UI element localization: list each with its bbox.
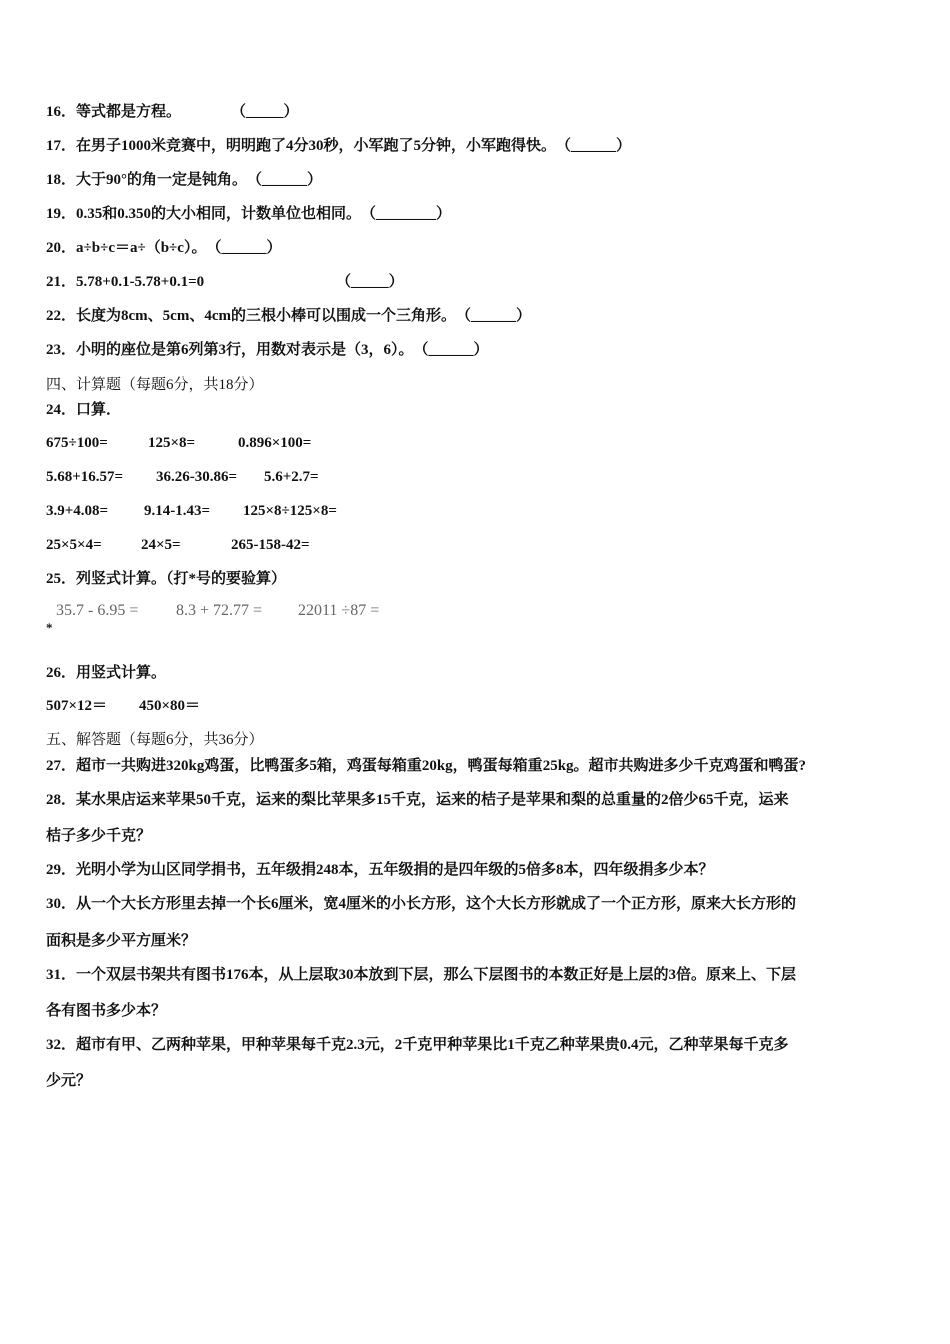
question-29: 29．光明小学为山区同学捐书，五年级捐248本，五年级捐的是四年级的5倍多8本，四年级捐多少本？	[46, 862, 714, 878]
question-number: 21．	[46, 274, 77, 290]
vertical-calc-formula: 22011 ÷87 =	[298, 602, 380, 619]
section-5-heading: 五、解答题（每题6分，共36分）	[46, 732, 264, 748]
question-text: 5.78+0.1-5.78+0.1=0	[76, 274, 205, 290]
question-18	[46, 170, 322, 190]
question-31-line-1: 31．一个双层书架共有图书176本，从上层取30本放到下层，那么下层图书的本数正好是上层的3倍。原来上、下层	[46, 967, 797, 983]
section-4-heading: 四、计算题（每题6分，共18分）	[46, 377, 264, 393]
question-text: a÷b÷c＝a÷（b÷c）。	[76, 240, 207, 256]
answer-blank[interactable]: （______）	[206, 240, 282, 256]
question-number: 19．	[46, 206, 77, 222]
question-number: 23．	[46, 342, 77, 358]
question-23	[46, 340, 489, 360]
question-28-line-2: 桔子多少千克？	[46, 828, 152, 844]
oral-calc-item: 0.896×100=	[238, 435, 312, 451]
question-number: 20．	[46, 240, 77, 256]
answer-blank[interactable]: （______）	[247, 172, 323, 188]
question-text: 长度为8cm、5cm、4cm的三根小棒可以围成一个三角形。	[76, 308, 456, 324]
answer-blank[interactable]: （______）	[413, 342, 489, 358]
question-number: 16．	[46, 104, 77, 120]
question-19	[46, 204, 451, 224]
oral-calc-item: 125×8÷125×8=	[243, 503, 337, 519]
question-30-line-1: 30．从一个大长方形里去掉一个长6厘米，宽4厘米的小长方形，这个大长方形就成了一个正方形，原来大长方形的	[46, 896, 797, 912]
question-17	[46, 136, 631, 156]
oral-calc-item: 24×5=	[141, 537, 181, 553]
question-number: 17．	[46, 138, 77, 154]
oral-calc-item: 125×8=	[148, 435, 196, 451]
verify-star-mark: *	[46, 620, 53, 635]
question-22	[46, 306, 531, 326]
answer-blank[interactable]: （_____）	[231, 104, 299, 120]
oral-calc-item: 3.9+4.08=	[46, 503, 109, 519]
question-28-line-1: 28．某水果店运来苹果50千克，运来的梨比苹果多15千克，运来的桔子是苹果和梨的总重量的2倍少65千克，运来	[46, 792, 789, 808]
question-20	[46, 238, 281, 258]
oral-calc-item: 5.68+16.57=	[46, 469, 124, 485]
question-number: 22．	[46, 308, 77, 324]
oral-calc-item: 5.6+2.7=	[264, 469, 319, 485]
vertical-calc-item: 450×80＝	[139, 698, 201, 714]
question-30-line-2: 面积是多少平方厘米？	[46, 933, 197, 949]
vertical-calc-formula: 35.7 - 6.95 =	[56, 602, 139, 619]
oral-calc-item: 25×5×4=	[46, 537, 102, 553]
question-text: 大于90°的角一定是钝角。	[76, 172, 248, 188]
question-text: 等式都是方程。	[76, 104, 182, 120]
question-24: 24．口算．	[46, 402, 122, 418]
answer-blank[interactable]: （______）	[455, 308, 531, 324]
question-26: 26．用竖式计算。	[46, 665, 167, 681]
question-number: 18．	[46, 172, 77, 188]
question-31-line-2: 各有图书多少本？	[46, 1003, 167, 1019]
question-21	[46, 272, 404, 292]
oral-calc-item: 675÷100=	[46, 435, 108, 451]
question-text: 在男子1000米竞赛中，明明跑了4分30秒，小军跑了5分钟，小军跑得快。	[76, 138, 557, 154]
question-25: 25．列竖式计算。（打*号的要验算）	[46, 571, 287, 587]
oral-calc-item: 9.14-1.43=	[144, 503, 211, 519]
question-32-line-2: 少元？	[46, 1073, 92, 1089]
answer-blank[interactable]: （______）	[556, 138, 632, 154]
answer-blank[interactable]: （________）	[361, 206, 452, 222]
vertical-calc-item: 507×12＝	[46, 698, 108, 714]
vertical-calc-formula: 8.3 + 72.77 =	[176, 602, 263, 619]
oral-calc-item: 265-158-42=	[231, 537, 310, 553]
question-text: 小明的座位是第6列第3行，用数对表示是（3，6）。	[76, 342, 414, 358]
answer-blank[interactable]: （_____）	[336, 274, 404, 290]
question-text: 0.35和0.350的大小相同，计数单位也相同。	[76, 206, 362, 222]
oral-calc-item: 36.26-30.86=	[156, 469, 238, 485]
question-27: 27．超市一共购进320kg鸡蛋，比鸭蛋多5箱，鸡蛋每箱重20kg，鸭蛋每箱重25kg。超市共购进多少千克鸡蛋和鸭蛋?	[46, 758, 807, 774]
question-16	[46, 102, 299, 122]
question-32-line-1: 32．超市有甲、乙两种苹果，甲种苹果每千克2.3元，2千克甲种苹果比1千克乙种苹果贵0.4元，乙种苹果每千克多	[46, 1037, 789, 1053]
